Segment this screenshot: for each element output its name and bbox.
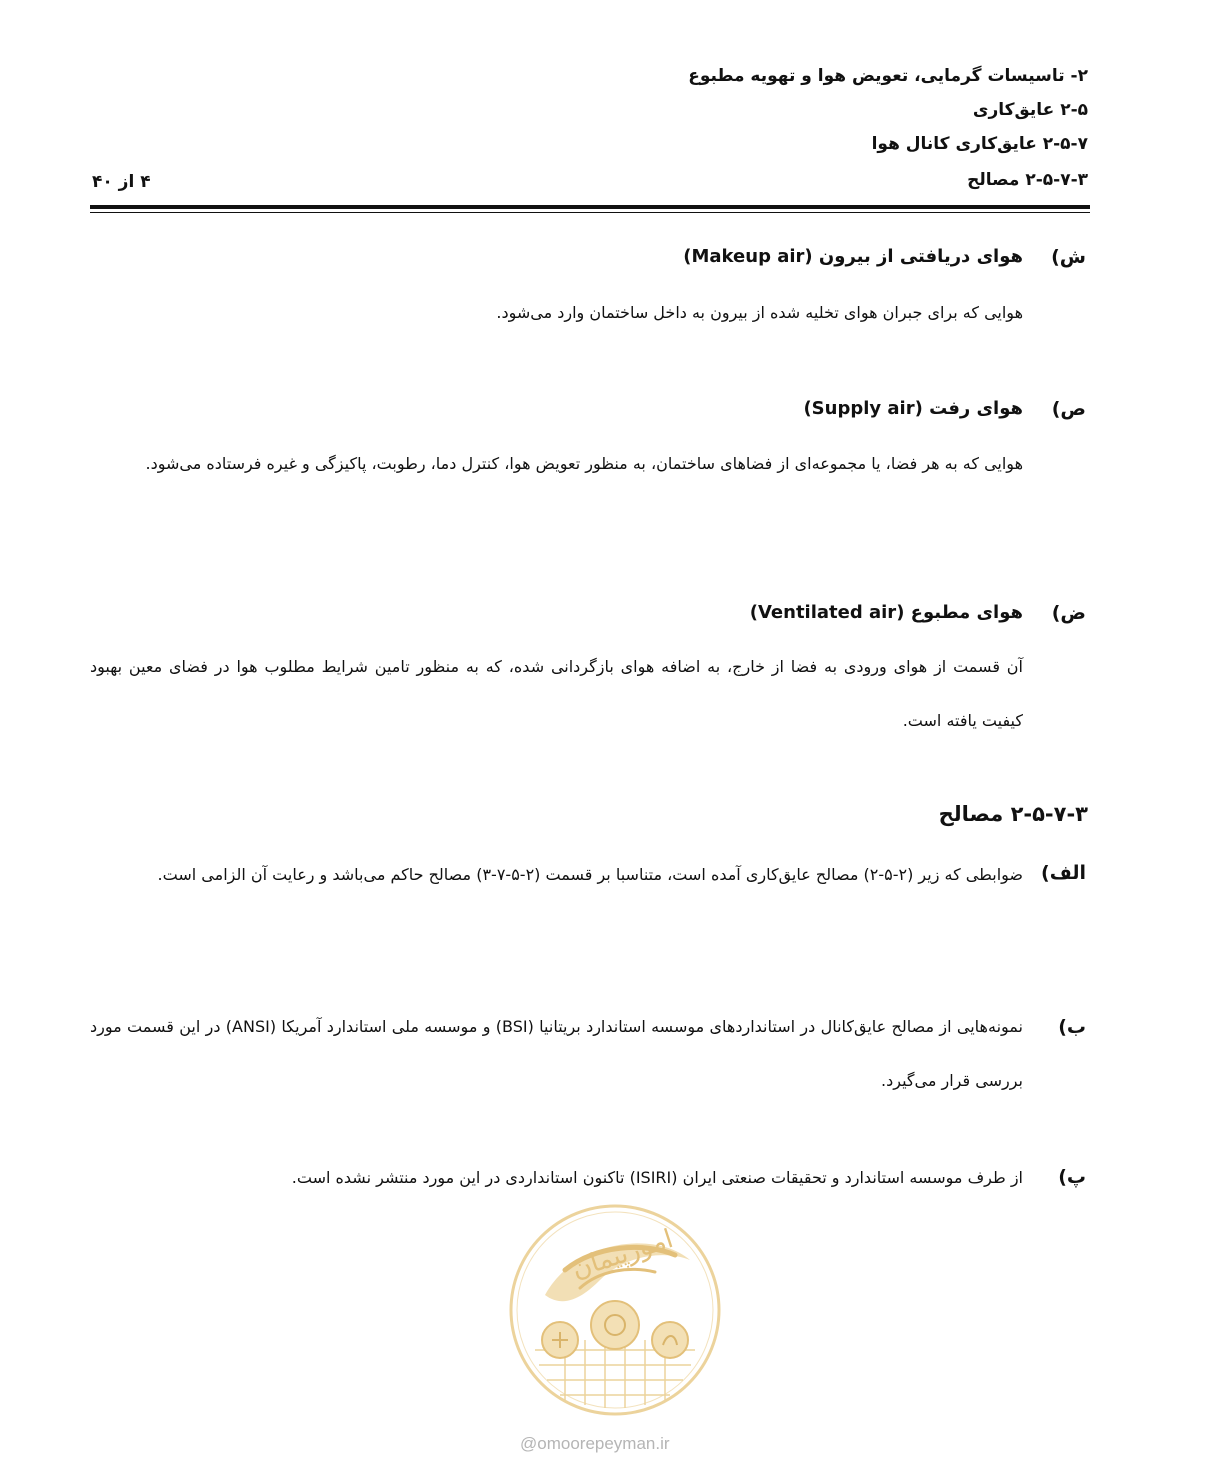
header-chapter: ۲- تاسیسات گرمایی، تعویض هوا و تهویه مطبوع — [688, 66, 1088, 86]
header-subsubsection: ۲-۵-۷-۳ مصالح — [967, 170, 1088, 190]
section-item-text: از طرف موسسه استاندارد و تحقیقات صنعتی ایران (ISIRI) تاکنون استانداردی در این مورد منتشر نشده است. — [291, 1168, 1023, 1187]
header-section: ۲-۵ عایق‌کاری — [972, 100, 1088, 120]
section-item-marker: ب) — [1058, 1016, 1086, 1038]
definition-text: هوایی که برای جبران هوای تخلیه شده از بیرون به داخل ساختمان وارد می‌شود. — [496, 303, 1023, 322]
definition-text: آن قسمت از هوای ورودی به فضا از خارج، به اضافه هوای بازگردانی شده، که به منظور تامین شرایط مطلوب هوا در فضای معین بهبود کیفیت یافته است. — [90, 657, 1023, 730]
definition-marker: ش) — [1051, 246, 1086, 268]
section-title: ۲-۵-۷-۳ مصالح — [938, 802, 1088, 826]
definition-term: هوای دریافتی از بیرون (Makeup air) — [683, 246, 1023, 267]
header-subsection: ۲-۵-۷ عایق‌کاری کانال هوا — [871, 134, 1088, 154]
section-item-text: ضوابطی که زیر (۲-۵-۲) مصالح عایق‌کاری آمده است، متناسبا بر قسمت (۲-۵-۷-۳) مصالح حاکم می‌باشد و رعایت آن الزامی است. — [157, 865, 1023, 884]
watermark-logo-text: امورپیمان — [568, 1224, 677, 1285]
page-number: ۴ از ۴۰ — [92, 172, 151, 192]
header-rule-thin — [90, 212, 1090, 213]
section-item-marker: پ) — [1058, 1166, 1086, 1188]
definition-term: هوای مطبوع (Ventilated air) — [749, 602, 1023, 623]
section-item-text: نمونه‌هایی از مصالح عایق‌کانال در استانداردهای موسسه استاندارد بریتانیا (BSI) و موسسه ملی استاندارد آمریکا (ANSI) در این قسمت مورد بررسی قرار می‌گیرد. — [90, 1017, 1023, 1090]
section-item-marker: الف) — [1041, 862, 1086, 884]
header-rule-thick — [90, 205, 1090, 209]
definition-marker: ص) — [1051, 398, 1086, 420]
definition-text: هوایی که به هر فضا، یا مجموعه‌ای از فضاهای ساختمان، به منظور تعویض هوا، کنترل دما، رطوبت، پاکیزگی و غیره فرستاده می‌شود. — [145, 454, 1023, 473]
watermark-caption: @omoorepeyman.ir — [520, 1434, 670, 1453]
definition-term: هوای رفت (Supply air) — [803, 398, 1023, 419]
definition-marker: ض) — [1051, 602, 1086, 624]
watermark-seal-logo — [505, 1200, 725, 1420]
